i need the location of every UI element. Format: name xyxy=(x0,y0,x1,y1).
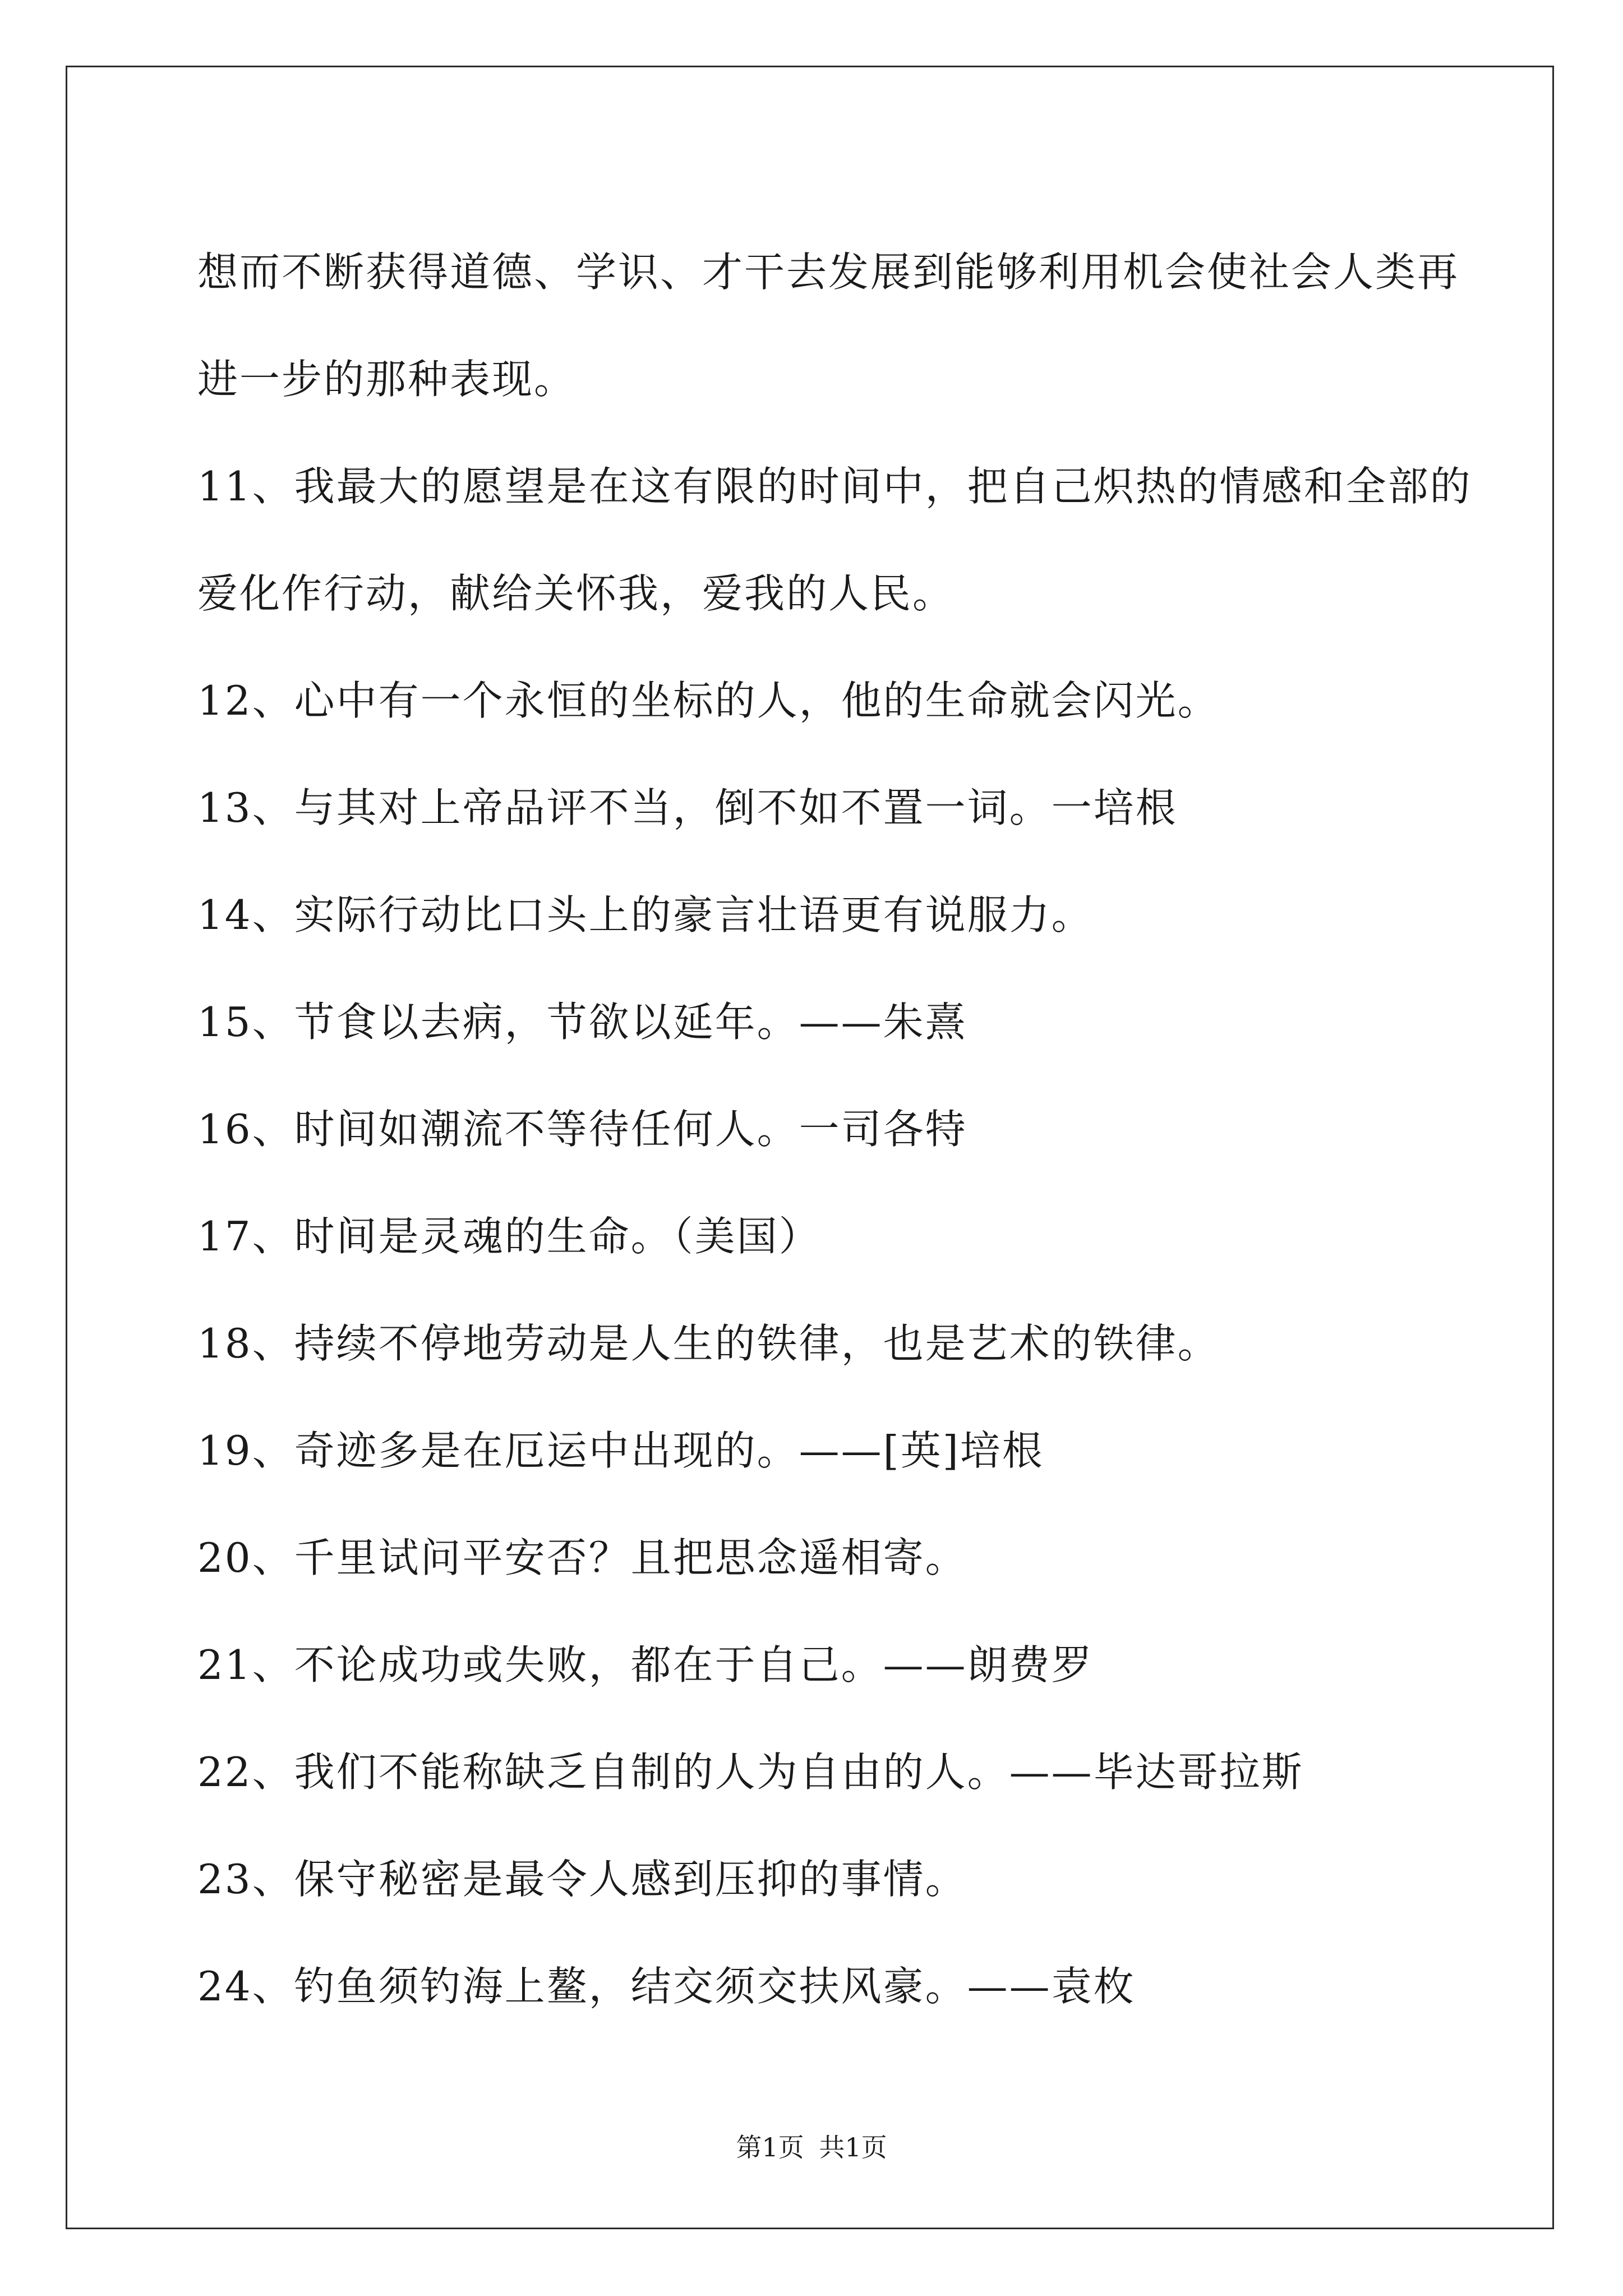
text-line: 进一步的那种表现。 xyxy=(197,356,577,403)
text-line: 想而不断获得道德、学识、才干去发展到能够利用机会使社会人类再 xyxy=(197,249,1460,296)
quote-item-13: 13、与其对上帝品评不当，倒不如不置一词。一培根 xyxy=(197,784,1178,831)
page-number: 第1页 xyxy=(736,2132,804,2162)
quote-item-24: 24、钓鱼须钓海上鳌，结交须交扶风豪。——袁枚 xyxy=(197,1963,1136,2010)
quote-item-21: 21、不论成功或失败，都在于自己。——朗费罗 xyxy=(197,1641,1094,1688)
quote-item-15: 15、节食以去病，节欲以延年。——朱熹 xyxy=(197,999,967,1046)
page-footer xyxy=(0,2131,1623,2164)
quote-item-18: 18、持续不停地劳动是人生的铁律，也是艺术的铁律。 xyxy=(197,1320,1220,1367)
quote-item-19: 19、奇迹多是在厄运中出现的。——[英]培根 xyxy=(197,1427,1044,1474)
page-total: 共1页 xyxy=(819,2132,887,2162)
quote-item-23: 23、保守秘密是最令人感到压抑的事情。 xyxy=(197,1856,967,1903)
quote-item-17: 17、时间是灵魂的生命。（美国） xyxy=(197,1213,821,1260)
quote-item-14: 14、实际行动比口头上的豪言壮语更有说服力。 xyxy=(197,891,1094,938)
quote-item-20: 20、千里试问平安否？且把思念遥相寄。 xyxy=(197,1534,967,1581)
quote-item-22: 22、我们不能称缺乏自制的人为自由的人。——毕达哥拉斯 xyxy=(197,1749,1304,1796)
quote-item-11: 11、我最大的愿望是在这有限的时间中，把自己炽热的情感和全部的 xyxy=(197,463,1472,510)
quote-item-12: 12、心中有一个永恒的坐标的人，他的生命就会闪光。 xyxy=(197,677,1220,724)
quote-item-16: 16、时间如潮流不等待任何人。一司各特 xyxy=(197,1106,967,1153)
text-line: 爱化作行动，献给关怀我，爱我的人民。 xyxy=(197,570,955,617)
document-body xyxy=(197,219,1472,2040)
